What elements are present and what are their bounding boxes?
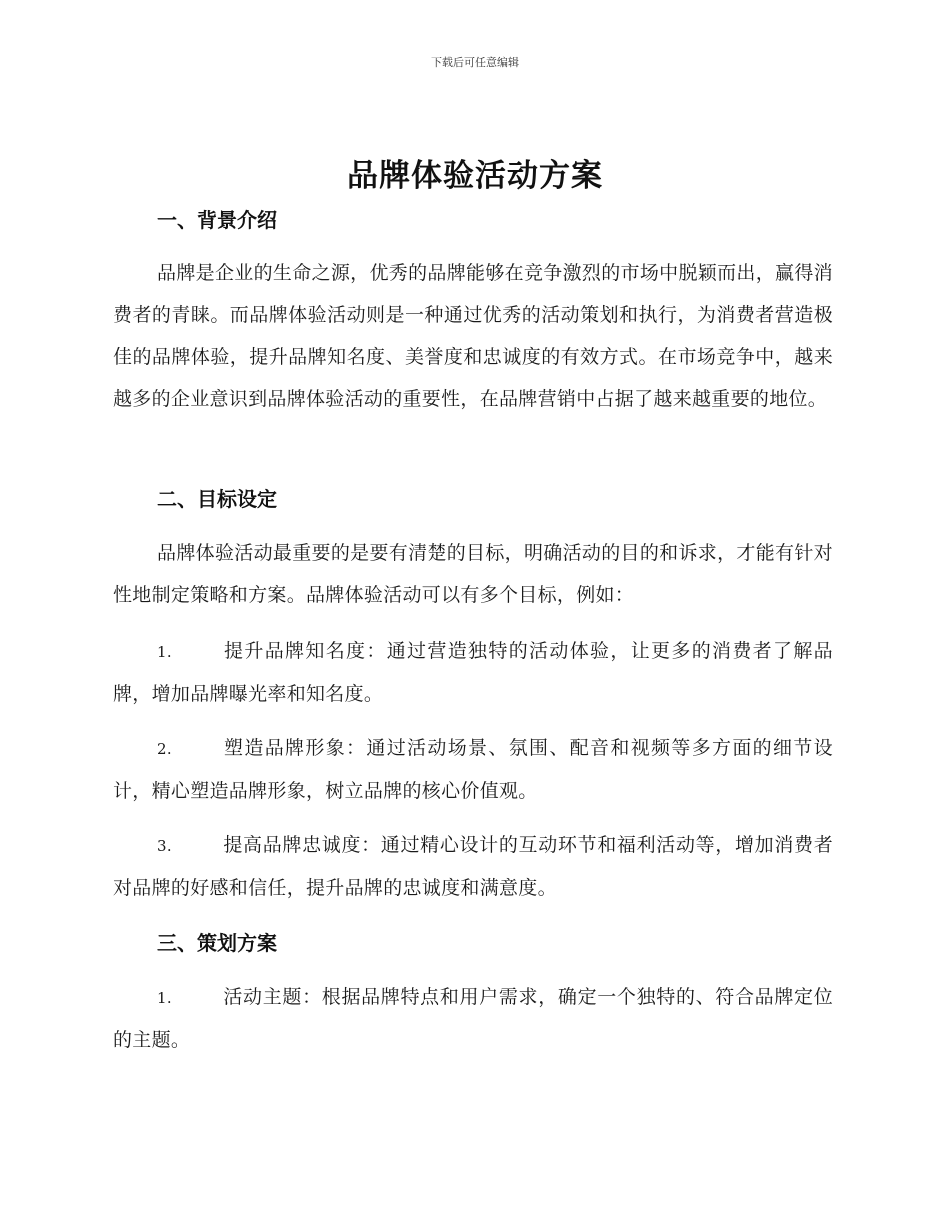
list-number: 3. [157,837,172,855]
list-item [113,824,833,909]
section-goals-body [113,532,833,616]
section-background [113,206,833,234]
section-heading: 一、背景介绍 [157,208,277,232]
paragraph: 品牌体验活动最重要的是要有清楚的目标，明确活动的目的和诉求，才能有针对性地制定策略和方案。品牌体验活动可以有多个目标，例如： [113,542,833,606]
list-text: 塑造品牌形象：通过活动场景、氛围、配音和视频等多方面的细节设计，精心塑造品牌形象，树立品牌的核心价值观。 [113,737,833,802]
list-text: 提高品牌忠诚度：通过精心设计的互动环节和福利活动等，增加消费者对品牌的好感和信任，提升品牌的忠诚度和满意度。 [113,834,833,899]
section-goals [113,485,833,513]
list-number: 1. [157,989,172,1007]
list-text: 活动主题：根据品牌特点和用户需求，确定一个独特的、符合品牌定位的主题。 [113,986,833,1051]
document-title: 品牌体验活动方案 [347,158,603,194]
paragraph: 品牌是企业的生命之源，优秀的品牌能够在竞争激烈的市场中脱颖而出，赢得消费者的青睐。而品牌体验活动则是一种通过优秀的活动策划和执行，为消费者营造极佳的品牌体验，提升品牌知名度、美誉度和忠诚度的有效方式。在市场竞争中，越来越多的企业意识到品牌体验活动的重要性，在品牌营销中占据了越来越重要的地位。 [113,262,833,410]
list-text: 提升品牌知名度：通过营造独特的活动体验，让更多的消费者了解品牌，增加品牌曝光率和知名度。 [113,640,833,705]
list-item [113,976,833,1061]
header-note: 下载后可任意编辑 [431,56,519,69]
list-item [113,727,833,812]
section-background-body [113,252,833,420]
section-plan [113,929,833,957]
section-heading: 二、目标设定 [157,487,277,511]
list-item [113,630,833,715]
list-number: 2. [157,740,172,758]
section-heading: 三、策划方案 [157,931,277,955]
list-number: 1. [157,643,172,661]
